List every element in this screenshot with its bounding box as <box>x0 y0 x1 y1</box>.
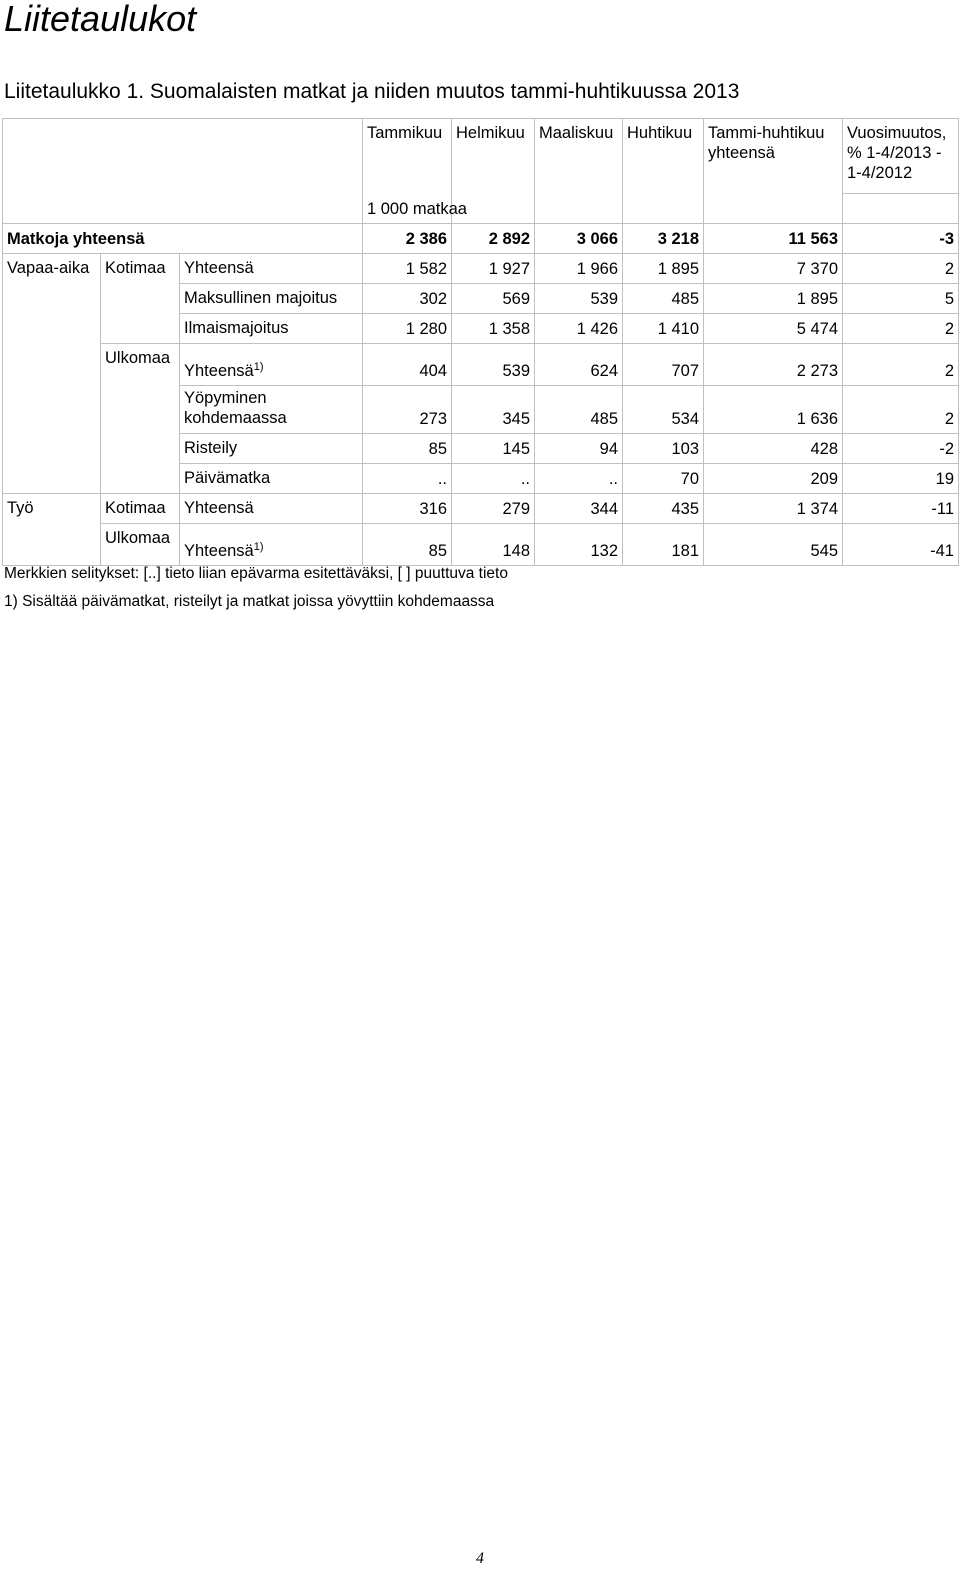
symbols-note: Merkkien selitykset: [..] tieto liian epävarma esitettäväksi, [ ] puuttuva tieto <box>4 565 508 582</box>
cell: 1 426 <box>535 314 623 344</box>
page-number: 4 <box>476 1550 484 1567</box>
cell: 3 218 <box>623 224 704 254</box>
col-header-vuosimuutos: Vuosimuutos, % 1-4/2013 - 1-4/2012 <box>843 119 959 194</box>
cell: 279 <box>452 494 535 524</box>
page-title: Liitetaulukot <box>4 0 197 39</box>
cell: 707 <box>623 344 704 386</box>
header-blank <box>3 119 363 224</box>
row-group-tyo: Työ <box>3 494 101 566</box>
row-label <box>180 524 363 566</box>
row-label: Päivämatka <box>180 464 363 494</box>
cell: 132 <box>535 524 623 566</box>
footnote: 1) Sisältää päivämatkat, risteilyt ja matkat joissa yövyttiin kohdemaassa <box>4 593 495 610</box>
cell: 70 <box>623 464 704 494</box>
cell: 624 <box>535 344 623 386</box>
cell: 19 <box>843 464 959 494</box>
cell: 344 <box>535 494 623 524</box>
cell: 145 <box>452 434 535 464</box>
cell: 7 370 <box>704 254 843 284</box>
cell: 428 <box>704 434 843 464</box>
unit-blank <box>843 194 959 224</box>
cell: -3 <box>843 224 959 254</box>
cell: 345 <box>452 386 535 434</box>
cell: 404 <box>363 344 452 386</box>
cell: 1 966 <box>535 254 623 284</box>
cell: 2 <box>843 386 959 434</box>
cell: 539 <box>452 344 535 386</box>
col-header-tammikuu: Tammikuu <box>363 119 452 194</box>
cell: 2 892 <box>452 224 535 254</box>
cell: 2 273 <box>704 344 843 386</box>
cell: 435 <box>623 494 704 524</box>
row-group-kotimaa: Kotimaa <box>101 494 180 524</box>
cell: 103 <box>623 434 704 464</box>
row-label: Yhteensä <box>180 254 363 284</box>
cell: -41 <box>843 524 959 566</box>
cell: 1 636 <box>704 386 843 434</box>
row-group-vapaa-aika: Vapaa-aika <box>3 254 101 494</box>
col-header-huhtikuu: Huhtikuu <box>623 119 704 224</box>
cell: 1 582 <box>363 254 452 284</box>
cell: 485 <box>623 284 704 314</box>
table-row <box>3 494 959 524</box>
row-label: Risteily <box>180 434 363 464</box>
cell: 1 895 <box>623 254 704 284</box>
table-caption: Liitetaulukko 1. Suomalaisten matkat ja niiden muutos tammi-huhtikuussa 2013 <box>4 80 740 103</box>
cell: -11 <box>843 494 959 524</box>
unit-label: 1 000 matkaa <box>363 194 452 224</box>
cell: 94 <box>535 434 623 464</box>
table-row-total <box>3 224 959 254</box>
table-row <box>3 524 959 566</box>
row-label-matkoja-yhteensa: Matkoja yhteensä <box>3 224 363 254</box>
row-label: Yhteensä <box>180 494 363 524</box>
table-row <box>3 254 959 284</box>
data-table <box>2 118 959 566</box>
cell: 2 <box>843 314 959 344</box>
col-header-helmikuu: Helmikuu <box>452 119 535 224</box>
cell: 2 <box>843 344 959 386</box>
footnote-marker: 1) <box>253 361 264 373</box>
cell: .. <box>363 464 452 494</box>
cell: 181 <box>623 524 704 566</box>
row-label: Ilmaismajoitus <box>180 314 363 344</box>
row-label: Maksullinen majoitus <box>180 284 363 314</box>
cell: 534 <box>623 386 704 434</box>
cell: 316 <box>363 494 452 524</box>
cell: 5 474 <box>704 314 843 344</box>
cell: 569 <box>452 284 535 314</box>
header-row <box>3 119 959 194</box>
cell: 1 895 <box>704 284 843 314</box>
row-group-kotimaa: Kotimaa <box>101 254 180 344</box>
cell: 273 <box>363 386 452 434</box>
cell: 545 <box>704 524 843 566</box>
cell: 1 358 <box>452 314 535 344</box>
row-group-ulkomaa: Ulkomaa <box>101 524 180 566</box>
cell: .. <box>535 464 623 494</box>
cell: 3 066 <box>535 224 623 254</box>
cell: 485 <box>535 386 623 434</box>
footnote-marker: 1) <box>253 541 264 553</box>
cell: 5 <box>843 284 959 314</box>
cell: 1 927 <box>452 254 535 284</box>
col-header-maaliskuu: Maaliskuu <box>535 119 623 224</box>
cell: 1 374 <box>704 494 843 524</box>
cell: 1 410 <box>623 314 704 344</box>
cell: 302 <box>363 284 452 314</box>
col-header-tammi-huhtikuu: Tammi-huhtikuu yhteensä <box>704 119 843 224</box>
row-label <box>180 344 363 386</box>
row-label-text: Yhteensä <box>184 362 254 380</box>
cell: 85 <box>363 524 452 566</box>
cell: -2 <box>843 434 959 464</box>
cell: 85 <box>363 434 452 464</box>
cell: 1 280 <box>363 314 452 344</box>
row-group-ulkomaa: Ulkomaa <box>101 344 180 494</box>
cell: .. <box>452 464 535 494</box>
cell: 148 <box>452 524 535 566</box>
cell: 2 386 <box>363 224 452 254</box>
row-label-text: Yhteensä <box>184 542 254 560</box>
cell: 539 <box>535 284 623 314</box>
cell: 11 563 <box>704 224 843 254</box>
row-label: Yöpyminen kohdemaassa <box>180 386 363 434</box>
cell: 2 <box>843 254 959 284</box>
table-row <box>3 344 959 386</box>
cell: 209 <box>704 464 843 494</box>
